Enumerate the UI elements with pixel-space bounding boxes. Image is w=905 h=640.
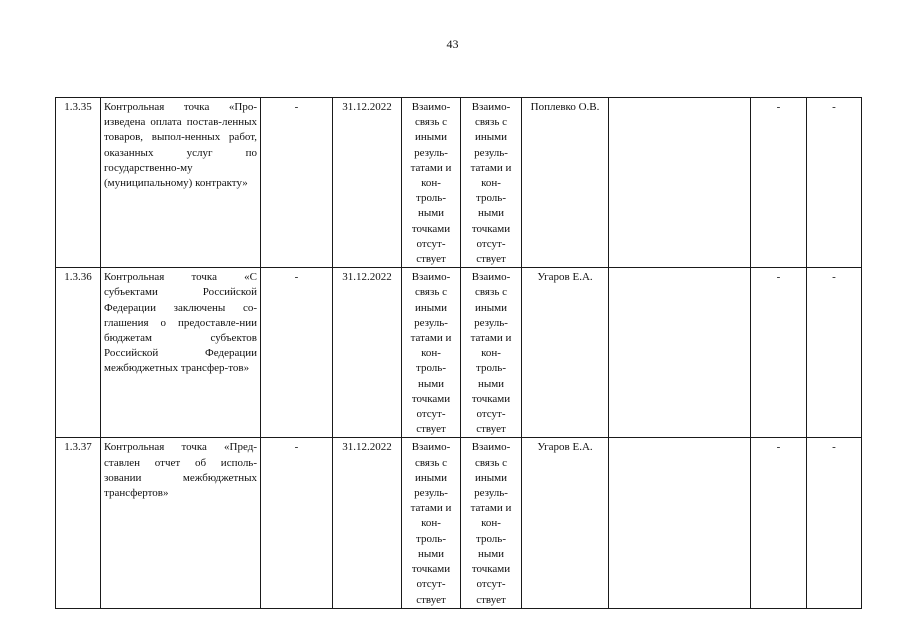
relation-text-line: отсут- [476,408,506,421]
relation-text-line: ными [477,547,505,560]
relation-text-line: троль- [416,362,446,375]
dash-cell: - [807,438,862,608]
relation-text-line: ными [417,377,445,390]
relation-text-line: кон- [481,347,501,360]
relation-text-line: связь с [475,286,507,299]
relation-text-line: троль- [476,532,506,545]
relation-text-line: татами и [410,502,452,515]
relation-cell-b [461,268,522,438]
empty-cell [609,98,751,268]
responsible-person: Поплевко О.В. [522,98,609,268]
relation-text-line: резуль- [474,146,508,159]
table-row [56,98,862,268]
base-value-cell: - [261,268,333,438]
relation-cell-b [461,98,522,268]
relation-text-line: отсут- [476,578,506,591]
relation-text-line: ствует [416,593,446,606]
due-date: 31.12.2022 [333,98,402,268]
relation-text-line: троль- [476,362,506,375]
relation-cell-a [402,98,461,268]
relation-text-line: резуль- [414,316,448,329]
relation-text-line: троль- [416,192,446,205]
control-point-name: Контрольная точка «Про-изведена оплата постав-ленных товаров, выпол-ненных работ, оказанных услуг по государственно-му (муниципальному) контракту» [101,98,261,268]
relation-text-line: связь с [475,456,507,469]
dash-cell: - [751,438,807,608]
relation-cell-a [402,268,461,438]
row-number: 1.3.36 [56,268,101,438]
dash-cell: - [807,98,862,268]
table-row [56,438,862,608]
relation-text-line: точками [471,563,511,576]
relation-text-line: ными [477,377,505,390]
row-number: 1.3.35 [56,98,101,268]
relation-text-line: ствует [416,253,446,266]
relation-text-line: кон- [421,517,441,530]
base-value-cell: - [261,438,333,608]
relation-text-line: Взаимо- [471,271,511,284]
row-number: 1.3.37 [56,438,101,608]
relation-text-line: отсут- [476,237,506,250]
relation-text-line: точками [411,563,451,576]
relation-text-line: Взаимо- [411,271,451,284]
relation-text-line: ствует [476,423,506,436]
relation-text-line: ными [417,547,445,560]
control-point-name: Контрольная точка «Пред-ставлен отчет об исполь-зовании межбюджетных трансфертов» [101,438,261,608]
relation-text-line: связь с [475,116,507,129]
relation-text-line: отсут- [416,578,446,591]
relation-text-line: татами и [470,332,512,345]
relation-text-line: отсут- [416,237,446,250]
base-value-cell: - [261,98,333,268]
dash-cell: - [751,98,807,268]
relation-text-line: татами и [410,161,452,174]
relation-text-line: ствует [416,423,446,436]
due-date: 31.12.2022 [333,268,402,438]
relation-text-line: ными [477,207,505,220]
relation-text-line: кон- [481,177,501,190]
relation-text-line: татами и [470,161,512,174]
relation-text-line: точками [471,222,511,235]
relation-text-line: резуль- [414,487,448,500]
table-row [56,268,862,438]
relation-text-line: ствует [476,593,506,606]
dash-cell: - [807,268,862,438]
relation-text-line: отсут- [416,408,446,421]
relation-cell-b [461,438,522,608]
relation-text-line: связь с [415,286,447,299]
relation-text-line: троль- [416,532,446,545]
relation-text-line: резуль- [474,487,508,500]
relation-text-line: иными [414,471,447,484]
relation-cell-a [402,438,461,608]
relation-text-line: Взаимо- [411,441,451,454]
due-date: 31.12.2022 [333,438,402,608]
relation-text-line: Взаимо- [411,101,451,113]
relation-text-line: троль- [476,192,506,205]
relation-text-line: иными [474,131,507,144]
responsible-person: Угаров Е.А. [522,268,609,438]
relation-text-line: Взаимо- [471,101,511,113]
relation-text-line: точками [411,392,451,405]
relation-text-line: иными [414,131,447,144]
relation-text-line: кон- [481,517,501,530]
relation-text-line: точками [471,392,511,405]
responsible-person: Угаров Е.А. [522,438,609,608]
relation-text-line: иными [474,301,507,314]
control-point-name: Контрольная точка «С субъектами Российской Федерации заключены со-глашения о предоставле-нии бюджетам субъектов Российской Федерации межбюджетных трансфер-тов» [101,268,261,438]
relation-text-line: татами и [470,502,512,515]
relation-text-line: кон- [421,347,441,360]
relation-text-line: резуль- [474,316,508,329]
dash-cell: - [751,268,807,438]
relation-text-line: иными [414,301,447,314]
relation-text-line: кон- [421,177,441,190]
relation-text-line: Взаимо- [471,441,511,454]
relation-text-line: связь с [415,456,447,469]
relation-text-line: ными [417,207,445,220]
empty-cell [609,438,751,608]
relation-text-line: ствует [476,253,506,266]
relation-text-line: татами и [410,332,452,345]
control-points-table [55,97,862,609]
page-number: 43 [446,37,459,51]
relation-text-line: связь с [415,116,447,129]
relation-text-line: иными [474,471,507,484]
relation-text-line: резуль- [414,146,448,159]
empty-cell [609,268,751,438]
relation-text-line: точками [411,222,451,235]
